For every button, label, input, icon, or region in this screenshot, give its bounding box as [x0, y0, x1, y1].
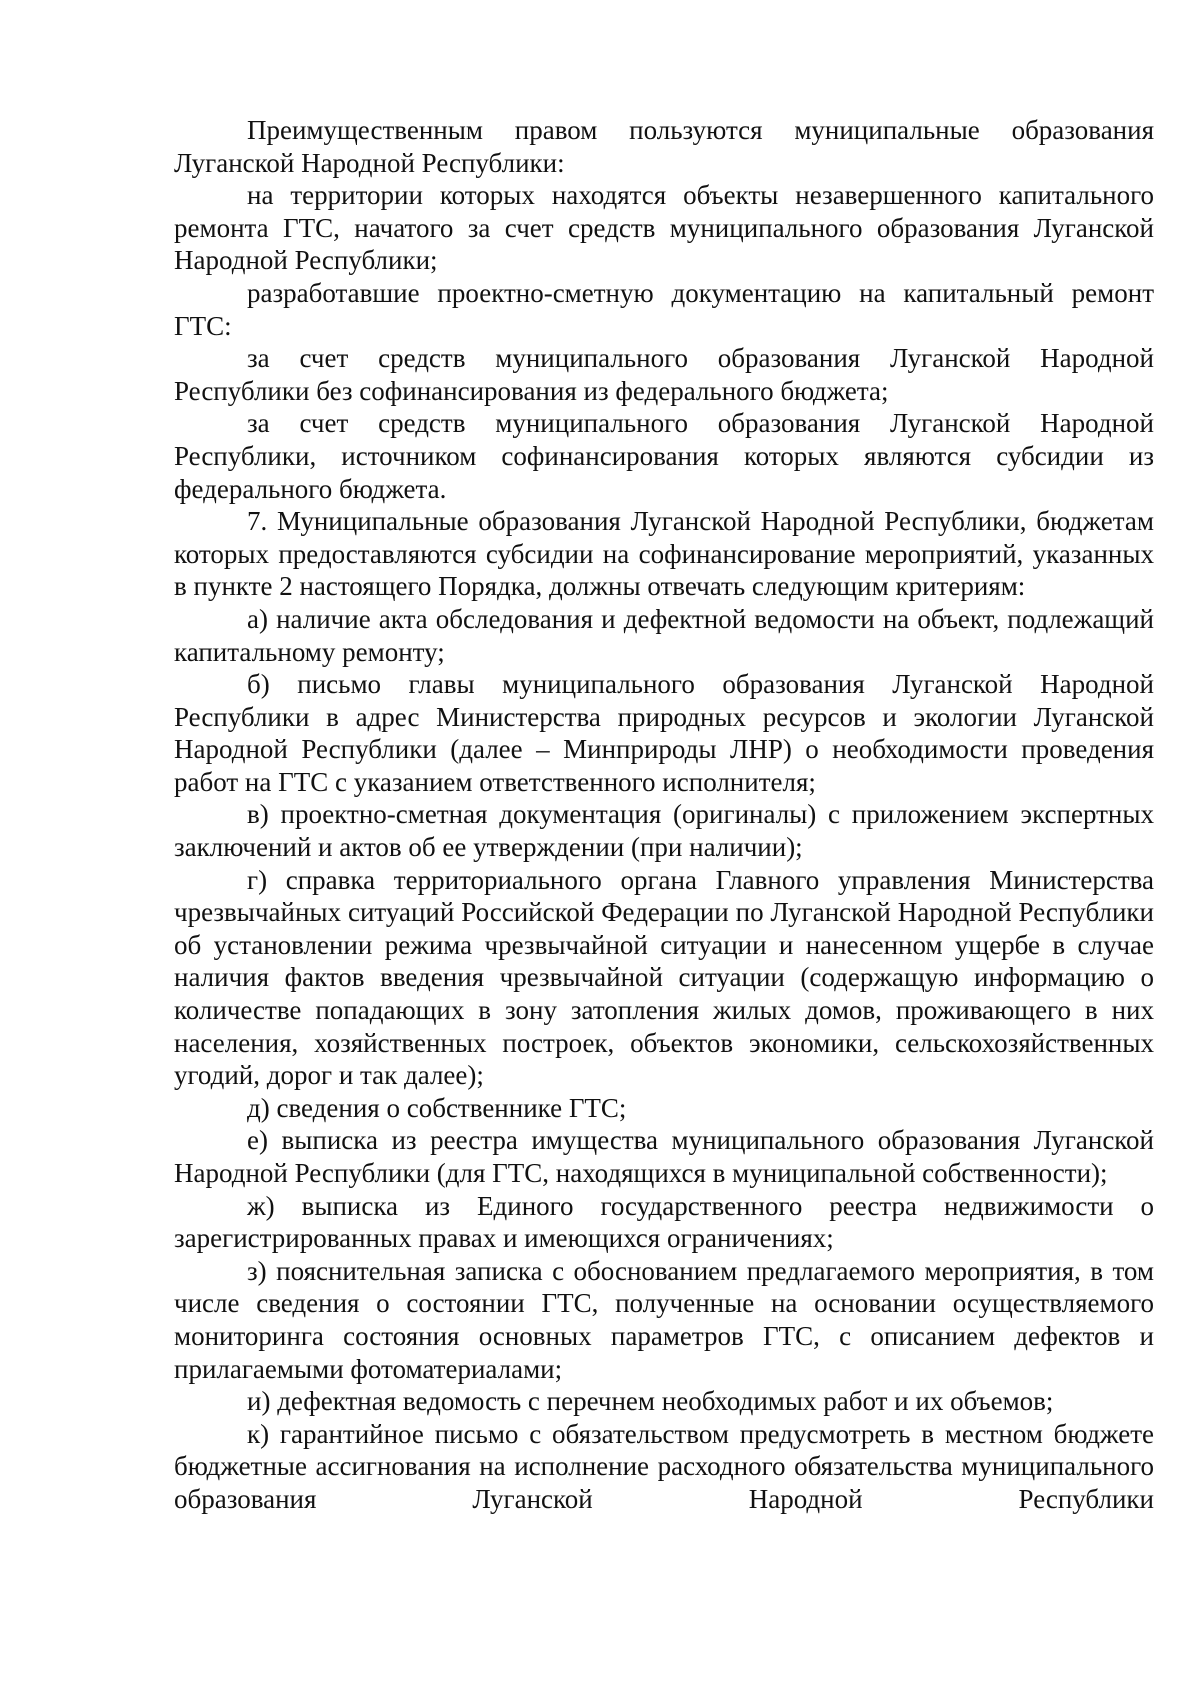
list-item-z: з) пояснительная записка с обоснованием предлагаемого мероприятия, в том числе сведения о состоянии ГТС, полученные на основании осуществляемого мониторинга состояния основных параметров ГТС, с описанием дефектов и прилагаемыми фотоматериалами; — [174, 1255, 1154, 1384]
paragraph-with-subsidies: за счет средств муниципального образования Луганской Народной Республики, источником софинансирования которых являются субсидии из федерального бюджета. — [174, 408, 1154, 504]
list-item-i: и) дефектная ведомость с перечнем необходимых работ и их объемов; — [247, 1386, 1054, 1417]
list-item-g: г) справка территориального органа Главного управления Министерства чрезвычайных ситуаций Российской Федерации по Луганской Народной Республики об установлении режима чрезвычайной ситуации и нанесенном ущербе в случае наличия фактов введения чрезвычайной ситуации (содержащую информацию о количестве попадающих в зону затопления жилых домов, проживающего в них населения, хозяйственных построек, объектов экономики, сельскохозяйственных угодий, дорог и так далее); — [174, 864, 1154, 1091]
paragraph-unfinished-repair: на территории которых находятся объекты незавершенного капитального ремонта ГТС, начатого за счет средств муниципального образования Луганской Народной Республики; — [174, 180, 1154, 276]
paragraph-item-7-criteria: 7. Муниципальные образования Луганской Народной Республики, бюджетам которых предоставляются субсидии на софинансирование мероприятий, указанных в пункте 2 настоящего Порядка, должны отвечать следующим критериям: — [174, 506, 1154, 602]
list-item-d: д) сведения о собственнике ГТС; — [247, 1092, 627, 1123]
document-body — [174, 114, 1154, 1516]
list-item-k: к) гарантийное письмо с обязательством предусмотреть в местном бюджете бюджетные ассигнования на исполнение расходного обязательства муниципального образования Луганской Народной Республики — [174, 1418, 1154, 1514]
paragraph-without-cofinancing: за счет средств муниципального образования Луганской Народной Республики без софинансирования из федерального бюджета; — [174, 343, 1154, 406]
list-item-zh: ж) выписка из Единого государственного реестра недвижимости о зарегистрированных правах и имеющихся ограничениях; — [174, 1190, 1154, 1254]
list-item-a: а) наличие акта обследования и дефектной ведомости на объект, подлежащий капитальному ремонту; — [174, 603, 1154, 667]
list-item-v: в) проектно-сметная документация (оригиналы) с приложением экспертных заключений и актов об ее утверждении (при наличии); — [174, 799, 1154, 863]
list-item-b: б) письмо главы муниципального образования Луганской Народной Республики в адрес Министерства природных ресурсов и экологии Луганской Народной Республики (далее – Минприроды ЛНР) о необходимости проведения работ на ГТС с указанием ответственного исполнителя; — [174, 669, 1154, 797]
paragraph-preferential-right: Преимущественным правом пользуются муниципальные образования Луганской Народной Республики: — [174, 115, 1154, 178]
list-item-e: е) выписка из реестра имущества муниципального образования Луганской Народной Республики (для ГТС, находящихся в муниципальной собственности); — [174, 1125, 1154, 1188]
paragraph-developed-documentation: разработавшие проектно-сметную документацию на капитальный ремонт ГТС: — [174, 277, 1154, 341]
